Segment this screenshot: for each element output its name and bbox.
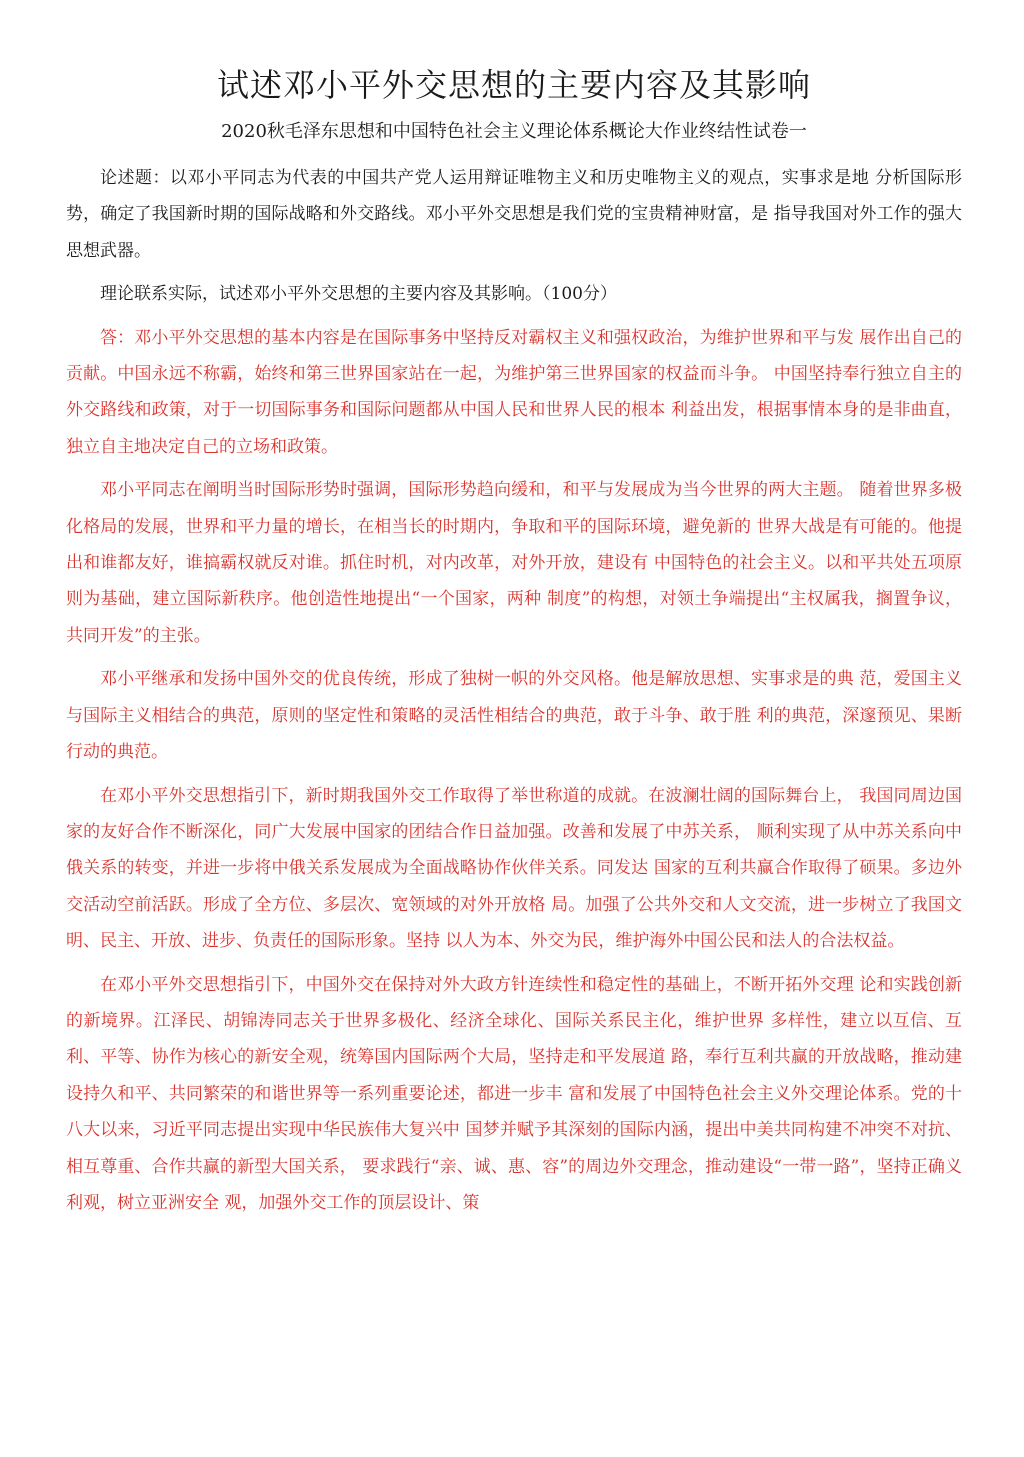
answer-paragraph-3: 邓小平继承和发扬中国外交的优良传统，形成了独树一帜的外交风格。他是解放思想、实事求是的典 范，爱国主义与国际主义相结合的典范，原则的坚定性和策略的灵活性相结合的典范，敢于斗争、敢于胜 利的典范，深邃预见、果断行动的典范。 bbox=[66, 669, 962, 763]
document-subtitle: 2020秋毛泽东思想和中国特色社会主义理论体系概论大作业终结性试卷一 bbox=[221, 121, 807, 142]
document-title: 试述邓小平外交思想的主要内容及其影响 bbox=[216, 66, 811, 104]
answer-paragraph-1: 答：邓小平外交思想的基本内容是在国际事务中坚持反对霸权主义和强权政治，为维护世界和平与发 展作出自己的贡献。中国永远不称霸，始终和第三世界国家站在一起，为维护第三世界国家的权益而斗争。 中国坚持奉行独立自主的外交路线和政策，对于一切国际事务和国际问题都从中国人民和世界人民的根本 利益出发，根据事情本身的是非曲直，独立自主地决定自己的立场和政策。 bbox=[66, 327, 962, 457]
answer-paragraph-2: 邓小平同志在阐明当时国际形势时强调，国际形势趋向缓和，和平与发展成为当今世界的两大主题。 随着世界多极化格局的发展，世界和平力量的增长，在相当长的时期内，争取和平的国际环境，避免新的 世界大战是有可能的。他提出和谁都友好，谁搞霸权就反对谁。抓住时机，对内改革，对外开放，建设有 中国特色的社会主义。以和平共处五项原则为基础，建立国际新秩序。他创造性地提出“一个国家，两种 制度”的构想，对领土争端提出“主权属我，搁置争议，共同开发”的主张。 bbox=[66, 480, 962, 646]
answer-paragraph-5: 在邓小平外交思想指引下，中国外交在保持对外大政方针连续性和稳定性的基础上，不断开拓外交理 论和实践创新的新境界。江泽民、胡锦涛同志关于世界多极化、经济全球化、国际关系民主化，维护世界 多样性，建立以互信、互利、平等、协作为核心的新安全观，统筹国内国际两个大局，坚持走和平发展道 路，奉行互利共赢的开放战略，推动建设持久和平、共同繁荣的和谐世界等一系列重要论述，都进一步丰 富和发展了中国特色社会主义外交理论体系。党的十八大以来，习近平同志提出实现中华民族伟大复兴中 国梦并赋予其深刻的国际内涵，提出中美共同构建不冲突不对抗、相互尊重、合作共赢的新型大国关系， 要求践行“亲、诚、惠、容”的周边外交理念，推动建设“一带一路”，坚持正确义利观，树立亚洲安全 观，加强外交工作的顶层设计、策 bbox=[66, 974, 962, 1213]
question-paragraph-2: 理论联系实际，试述邓小平外交思想的主要内容及其影响。（100分） bbox=[100, 284, 617, 305]
question-paragraph-1: 论述题：以邓小平同志为代表的中国共产党人运用辩证唯物主义和历史唯物主义的观点，实事求是地 分析国际形势，确定了我国新时期的国际战略和外交路线。邓小平外交思想是我们党的宝贵精神财富，是 指导我国对外工作的强大思想武器。 bbox=[66, 168, 962, 261]
answer-paragraph-4: 在邓小平外交思想指引下，新时期我国外交工作取得了举世称道的成就。在波澜壮阔的国际舞台上， 我国同周边国家的友好合作不断深化，同广大发展中国家的团结合作日益加强。改善和发展了中苏关系， 顺利实现了从中苏关系向中俄关系的转变，并进一步将中俄关系发展成为全面战略协作伙伴关系。同发达 国家的互利共赢合作取得了硕果。多边外交活动空前活跃。形成了全方位、多层次、宽领域的对外开放格 局。加强了公共外交和人文交流，进一步树立了我国文明、民主、开放、进步、负责任的国际形象。坚持 以人为本、外交为民，维护海外中国公民和法人的合法权益。 bbox=[66, 785, 962, 952]
